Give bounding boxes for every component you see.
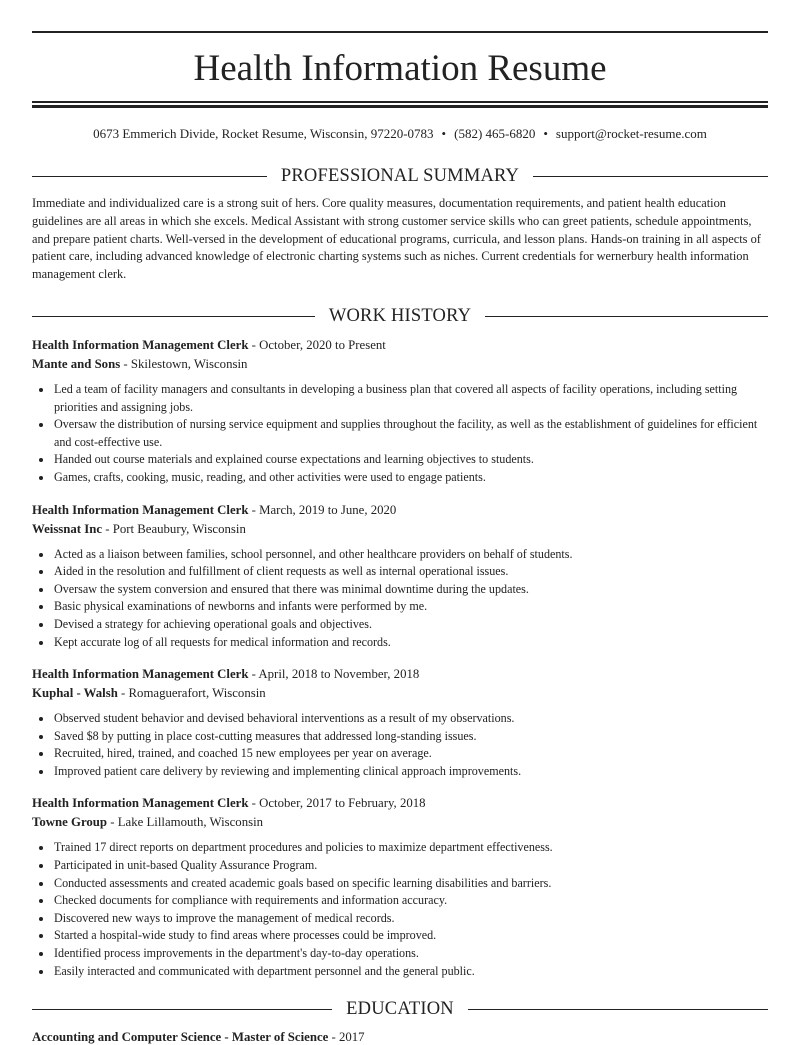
job-dates: - April, 2018 to November, 2018 xyxy=(248,667,420,682)
job-bullet: • Improved patient care delivery by reviewing and implementing clinical approach improvements. xyxy=(53,763,768,781)
company-name: Towne Group xyxy=(32,815,108,830)
company-line xyxy=(32,684,768,703)
section-title: EDUCATION xyxy=(346,998,454,1019)
company-line xyxy=(32,520,768,539)
degree: Accounting and Computer Science - Master of Science xyxy=(32,1030,329,1045)
contact-address: 0673 Emmerich Divide, Rocket Resume, Wisconsin, 97220-0783 xyxy=(93,126,434,141)
job-bullet: • Checked documents for compliance with requirements and information accuracy. xyxy=(53,892,768,910)
title-rule-thick xyxy=(32,105,768,108)
job-bullet: • Participated in unit-based Quality Assurance Program. xyxy=(53,857,768,875)
job-bullet: • Observed student behavior and devised behavioral interventions as a result of my observations. xyxy=(53,710,768,728)
job-bullet: • Aided in the resolution and fulfillment of client requests as well as internal operational issues. xyxy=(53,563,768,581)
job-dates: - October, 2020 to Present xyxy=(248,337,386,352)
job-title: Health Information Management Clerk xyxy=(32,337,249,352)
section-header-education xyxy=(32,998,768,1020)
section-title: WORK HISTORY xyxy=(328,306,472,327)
job-entry xyxy=(32,336,768,487)
job-bullet: • Recruited, hired, trained, and coached 15 new employees per year on average. xyxy=(53,745,768,763)
job-bullet: • Started a hospital-wide study to find areas where processes could be improved. xyxy=(53,927,768,945)
company-location: - Romaguerafort, Wisconsin xyxy=(117,686,266,701)
job-bullet: • Games, crafts, cooking, music, reading, and other activities were used to engage patients. xyxy=(53,469,768,487)
job-bullets xyxy=(32,546,768,652)
job-bullet: • Handed out course materials and explained course expectations and learning objectives to students. xyxy=(53,451,768,469)
company-location: - Port Beaubury, Wisconsin xyxy=(102,521,246,536)
job-bullet: • Saved $8 by putting in place cost-cutting measures that addressed long-standing issues. xyxy=(53,728,768,746)
job-entry xyxy=(32,501,768,652)
job-title-line xyxy=(32,794,768,813)
section-header-summary xyxy=(32,165,768,187)
job-title: Health Information Management Clerk xyxy=(32,502,249,517)
job-entry xyxy=(32,794,768,980)
job-bullet: • Acted as a liaison between families, school personnel, and other healthcare providers on behalf of students. xyxy=(53,546,768,564)
contact-email[interactable]: support@rocket-resume.com xyxy=(555,126,707,141)
title-rule-thin xyxy=(32,101,768,103)
job-title-line xyxy=(32,665,768,684)
job-bullet: • Easily interacted and communicated with department personnel and the general public. xyxy=(53,963,768,981)
job-bullets xyxy=(32,381,768,487)
job-bullets xyxy=(32,839,768,980)
job-title-line xyxy=(32,336,768,355)
job-bullet: • Conducted assessments and created academic goals based on specific learning disabilities and barriers. xyxy=(53,875,768,893)
job-dates: - October, 2017 to February, 2018 xyxy=(248,796,426,811)
job-title-line xyxy=(32,501,768,520)
company-line xyxy=(32,355,768,374)
job-dates: - March, 2019 to June, 2020 xyxy=(248,502,397,517)
job-bullet: • Oversaw the system conversion and ensured that there was minimal downtime during the updates. xyxy=(53,581,768,599)
job-bullet: • Oversaw the distribution of nursing service equipment and supplies throughout the facility, as well as the establishment of guidelines for efficient and cost-effective use. xyxy=(53,416,768,451)
education-year: - 2017 xyxy=(328,1030,365,1045)
job-bullet: • Identified process improvements in the department's day-to-day operations. xyxy=(53,945,768,963)
section-header-work xyxy=(32,306,768,328)
job-bullet: • Discovered new ways to improve the management of medical records. xyxy=(53,910,768,928)
work-history xyxy=(32,336,768,980)
separator: • xyxy=(441,126,447,141)
company-name: Weissnat Inc xyxy=(32,521,103,536)
job-title: Health Information Management Clerk xyxy=(32,796,249,811)
company-line xyxy=(32,813,768,832)
company-location: - Lake Lillamouth, Wisconsin xyxy=(107,815,264,830)
education-entry xyxy=(32,1030,768,1045)
resume-title: Health Information Resume xyxy=(193,48,607,89)
job-bullet: • Trained 17 direct reports on department procedures and policies to maximize department effectiveness. xyxy=(53,839,768,857)
job-bullet: • Basic physical examinations of newborns and infants were performed by me. xyxy=(53,598,768,616)
contact-phone: (582) 465-6820 xyxy=(454,126,536,141)
job-bullet: • Kept accurate log of all requests for medical information and records. xyxy=(53,634,768,652)
company-name: Mante and Sons xyxy=(32,356,121,371)
company-name: Kuphal - Walsh xyxy=(32,686,118,701)
job-bullets xyxy=(32,710,768,780)
contact-line xyxy=(32,125,768,143)
job-title: Health Information Management Clerk xyxy=(32,667,249,682)
company-location: - Skilestown, Wisconsin xyxy=(120,356,248,371)
job-entry xyxy=(32,665,768,780)
summary-text: Immediate and individualized care is a strong suit of hers. Core quality measures, documentation requirements, and patient health education guidelines are all areas in which she excels. Medical Assistant with strong customer service skills who can greet patients, schedule appointments, and prepare patient charts. Well-versed in the development of educational programs, curricula, and lesson plans. Hands-on training in all aspects of patient care, including advanced knowledge of electronic charting systems such as niches. Current credentials for wernerbury health information management clerk. xyxy=(32,196,761,282)
section-title: PROFESSIONAL SUMMARY xyxy=(280,165,520,186)
job-bullet: • Devised a strategy for achieving operational goals and objectives. xyxy=(53,616,768,634)
job-bullet: • Led a team of facility managers and consultants in developing a business plan that covered all aspects of facility operations, including setting priorities and assigning jobs. xyxy=(53,381,768,416)
separator: • xyxy=(543,126,548,141)
